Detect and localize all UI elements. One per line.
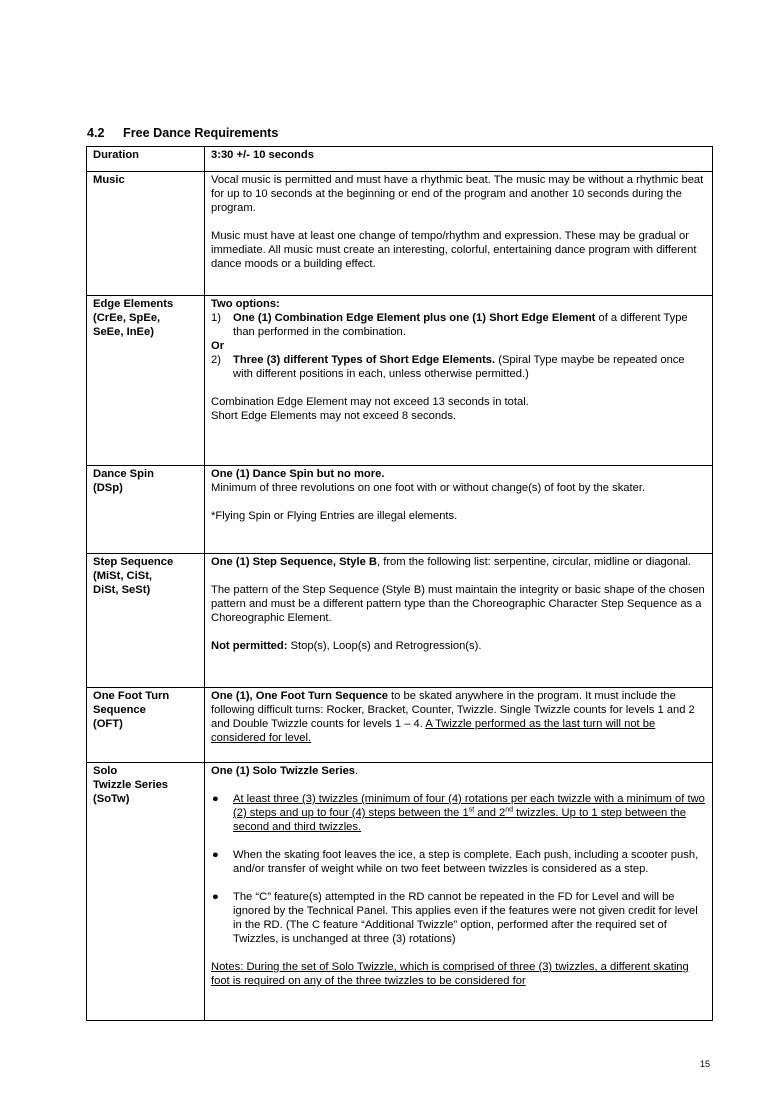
twizzle-label	[87, 763, 205, 1021]
oft-text: to be skated anywhere in the program. It must include the following difficult turns: Rocker, Bracket, Counter, Twizzle. Single Twizzle counts for levels 1 and 2 and Double Twizzle counts for levels 1 – 4.	[211, 690, 695, 730]
twizzle-bullet-3	[211, 890, 706, 946]
row-solo-twizzle	[87, 763, 713, 1021]
music-content	[205, 172, 713, 296]
twizzle-bullet-1-text: At least three (3) twizzles (minimum of four (4) rotations per each twizzle with a minimum of two (2) steps and up to four (4) steps between the 1st and 2nd twizzles. Up to 1 step between the second and third twizzles.	[233, 793, 705, 833]
oft-content	[205, 688, 713, 763]
edge-option-1-text: of a different Type than performed in the combination.	[233, 312, 688, 338]
twizzle-bullet-2-text: When the skating foot leaves the ice, a step is complete. Each push, including a scooter push, and/or transfer of weight while on two feet between twizzles is considered as a step.	[233, 849, 699, 875]
twizzle-content	[205, 763, 713, 1021]
step-label	[87, 554, 205, 688]
step-label-line: (MiSt, CiSt,	[93, 570, 153, 582]
step-bold: One (1) Step Sequence, Style B	[211, 556, 377, 568]
edge-option-2	[211, 353, 706, 381]
edge-option-1-number: 1)	[211, 312, 221, 324]
duration-value: 3:30 +/- 10 seconds	[205, 147, 713, 172]
oft-bold: One (1), One Foot Turn Sequence	[211, 690, 388, 702]
row-one-foot-turn	[87, 688, 713, 763]
music-label: Music	[87, 172, 205, 296]
bullet-icon: ●	[212, 849, 219, 861]
row-edge-elements	[87, 296, 713, 466]
step-label-line: DiSt, SeSt)	[93, 584, 151, 596]
twizzle-bullet-2	[211, 848, 706, 876]
bullet-icon: ●	[212, 891, 219, 903]
twizzle-label-line: Twizzle Series	[93, 779, 169, 791]
edge-option-1	[211, 311, 706, 339]
twizzle-label-line: Solo	[93, 765, 118, 777]
oft-label-line: One Foot Turn	[93, 690, 170, 702]
section-number: 4.2	[87, 126, 105, 140]
edge-intro: Two options:	[211, 298, 280, 310]
edge-option-2-number: 2)	[211, 354, 221, 366]
duration-label: Duration	[87, 147, 205, 172]
twizzle-bullet-1	[211, 792, 706, 834]
spin-bold: One (1) Dance Spin but no more.	[211, 468, 385, 480]
step-label-line: Step Sequence	[93, 556, 174, 568]
spin-paragraph-1: Minimum of three revolutions on one foot with or without change(s) of foot by the skater.	[211, 482, 646, 494]
step-not-permitted-label: Not permitted:	[211, 640, 288, 652]
spin-label-line: (DSp)	[93, 482, 123, 494]
section-title: Free Dance Requirements	[123, 126, 279, 140]
oft-label	[87, 688, 205, 763]
edge-note-2: Short Edge Elements may not exceed 8 seconds.	[211, 410, 457, 422]
bullet-icon: ●	[212, 793, 219, 805]
edge-option-1-bold: One (1) Combination Edge Element plus one (1) Short Edge Element	[233, 312, 596, 324]
oft-label-line: (OFT)	[93, 718, 123, 730]
twizzle-bullet-3-text: The “C” feature(s) attempted in the RD cannot be repeated in the FD for Level and will be ignored by the Technical Panel. This applies even if the features were not given credit for level in the RD. (The C feature “Additional Twizzle” option, performed after the required set of Twizzles, is unchanged at three (3) rotations)	[233, 891, 698, 945]
section-heading	[87, 126, 278, 140]
row-dance-spin	[87, 466, 713, 554]
edge-option-2-bold: Three (3) different Types of Short Edge Elements.	[233, 354, 496, 366]
edge-content	[205, 296, 713, 466]
spin-paragraph-2: *Flying Spin or Flying Entries are illegal elements.	[211, 510, 458, 522]
step-content	[205, 554, 713, 688]
row-step-sequence	[87, 554, 713, 688]
oft-underlined: A Twizzle performed as the last turn will not be considered for level.	[211, 718, 656, 744]
step-paragraph-2: The pattern of the Step Sequence (Style B) must maintain the integrity or basic shape of the chosen pattern and must be a different pattern type than the Choreographic Character Step Sequence as a Choreographic Element.	[211, 584, 705, 624]
spin-label	[87, 466, 205, 554]
twizzle-bold: One (1) Solo Twizzle Series	[211, 765, 356, 777]
music-paragraph-2: Music must have at least one change of tempo/rhythm and expression. These may be gradual or immediate. All music must create an interesting, colorful, entertaining dance program with different dance moods or a building effect.	[211, 230, 697, 270]
music-paragraph-1: Vocal music is permitted and must have a rhythmic beat. The music may be without a rhythmic beat for up to 10 seconds at the beginning or end of the program and another 10 seconds during the program.	[211, 174, 704, 214]
page-number: 15	[700, 1059, 711, 1069]
step-text: , from the following list: serpentine, circular, midline or diagonal.	[377, 556, 692, 568]
spin-label-line: Dance Spin	[93, 468, 154, 480]
edge-label-line: Edge Elements	[93, 298, 174, 310]
edge-or: Or	[211, 340, 225, 352]
edge-label	[87, 296, 205, 466]
oft-label-line: Sequence	[93, 704, 146, 716]
twizzle-period: .	[355, 765, 359, 777]
edge-option-2-text: (Spiral Type maybe be repeated once with different positions in each, unless otherwise permitted.)	[233, 354, 685, 380]
edge-note-1: Combination Edge Element may not exceed 13 seconds in total.	[211, 396, 529, 408]
row-music	[87, 172, 713, 296]
twizzle-label-line: (SoTw)	[93, 793, 130, 805]
spin-content	[205, 466, 713, 554]
step-not-permitted-text: Stop(s), Loop(s) and Retrogression(s).	[287, 640, 482, 652]
requirements-table	[86, 146, 713, 1021]
edge-label-line: (CrEe, SpEe,	[93, 312, 161, 324]
twizzle-notes: Notes: During the set of Solo Twizzle, which is comprised of three (3) twizzles, a different skating foot is required on any of the three twizzles to be considered for	[211, 961, 689, 987]
row-duration	[87, 147, 713, 172]
edge-label-line: SeEe, InEe)	[93, 326, 154, 338]
